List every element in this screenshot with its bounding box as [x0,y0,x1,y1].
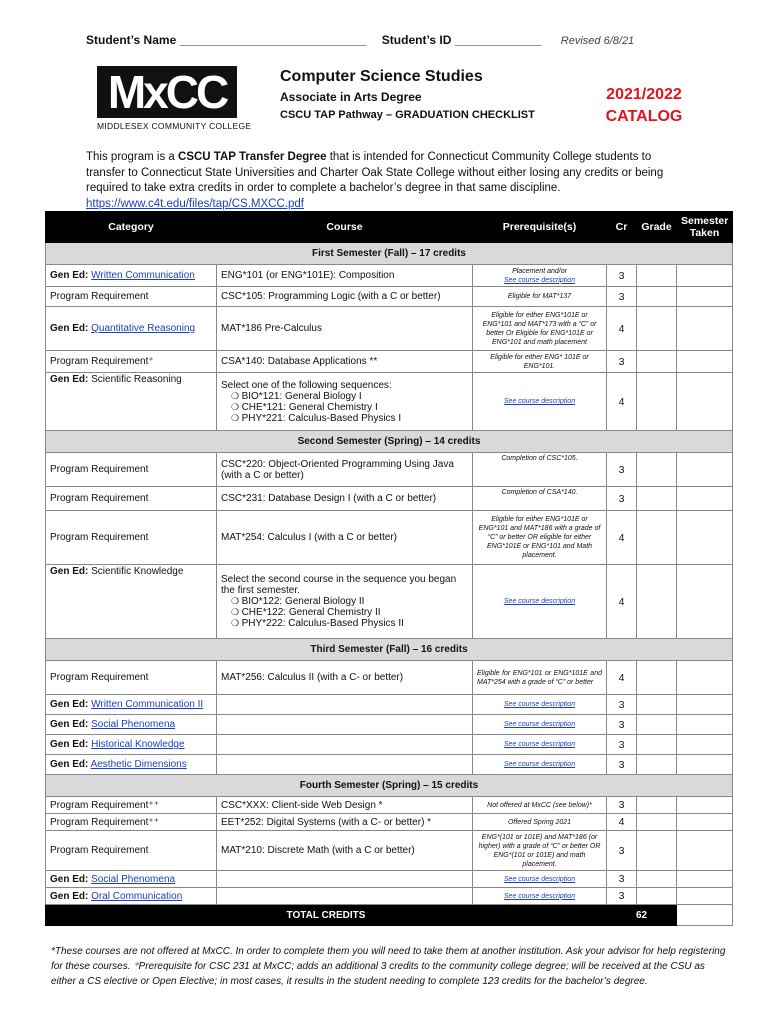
credits: 4 [607,307,637,351]
logo-college-name: MIDDLESEX COMMUNITY COLLEGE [97,121,252,131]
gen-ed-label: Gen Ed: [50,759,89,770]
semester-heading [46,243,733,265]
grade-cell[interactable] [637,287,677,307]
semester-taken-cell[interactable] [677,871,733,888]
gen-ed-label: Gen Ed: [50,739,89,750]
category: Program Requirement [46,831,217,871]
category-link[interactable]: Social Phenomena [91,719,176,730]
total-label: TOTAL CREDITS [46,905,607,926]
catalog-year-value: 2021/2022 [606,86,682,103]
semester-taken-cell[interactable] [677,511,733,565]
sem2-title: Second Semester (Spring) – 14 credits [46,431,733,453]
grade-cell[interactable] [637,453,677,487]
grade-cell[interactable] [637,487,677,511]
mxcc-logo [97,66,257,134]
sem1-title: First Semester (Fall) – 17 credits [46,243,733,265]
semester-taken-cell[interactable] [677,888,733,905]
semester-taken-cell[interactable] [677,565,733,639]
credits: 3 [607,287,637,307]
col-prereq: Prerequisite(s) [473,212,607,243]
course-description-link[interactable]: See course description [503,875,576,883]
course-option[interactable]: ❍ BIO*121: General Biology I [221,391,468,402]
grade-cell[interactable] [637,715,677,735]
table-row [46,307,733,351]
credits: 3 [607,695,637,715]
course-description-link[interactable]: See course description [503,701,576,708]
semester-taken-cell[interactable] [677,755,733,775]
course-description-link[interactable]: See course description [503,598,576,605]
credits: 4 [607,373,637,431]
pathway-title: CSCU TAP Pathway – GRADUATION CHECKLIST [280,109,535,121]
category: Scientific Reasoning [91,374,182,385]
credits: 3 [607,265,637,287]
course-name: MAT*256: Calculus II (with a C- or better) [217,661,473,695]
grade-cell[interactable] [637,888,677,905]
category: Program Requirement⁺ [46,351,217,373]
credits: 4 [607,814,637,831]
course-name: ENG*101 (or ENG*101E): Composition [217,265,473,287]
gen-ed-label: Gen Ed: [50,873,89,885]
credits: 4 [607,661,637,695]
grade-cell[interactable] [637,265,677,287]
credits: 4 [607,565,637,639]
grade-cell[interactable] [637,565,677,639]
semester-taken-cell[interactable] [677,695,733,715]
semester-taken-cell[interactable] [677,287,733,307]
program-intro [86,150,686,212]
grade-cell[interactable] [637,661,677,695]
sem4-title: Fourth Semester (Spring) – 15 credits [46,775,733,797]
semester-taken-cell[interactable] [677,814,733,831]
col-semester-taken: Semester Taken [677,212,733,243]
table-row [46,715,733,735]
category-link[interactable]: Historical Knowledge [91,739,185,750]
semester-taken-cell[interactable] [677,307,733,351]
student-info-line [86,33,646,47]
document-title-block [280,68,535,121]
prereq-text: ENG*(101 or 101E) and MAT*186 (or higher) with a grade of “C” or better OR ENG*(101 or 101E) and math placement. [473,831,607,871]
grade-cell[interactable] [637,373,677,431]
col-grade: Grade [637,212,677,243]
prereq-text: Placement and/or [512,267,567,275]
table-header [46,212,733,243]
course-name: Select the second course in the sequence you began the first semester. [221,574,457,596]
prereq-text: Not offered at MxCC (see below)* [473,797,607,814]
credits: 3 [607,487,637,511]
table-row [46,287,733,307]
prereq-text: Eligible for either ENG* 101E or ENG*101. [473,351,607,373]
course-name: CSC*231: Database Design I (with a C or better) [217,487,473,511]
credits: 4 [607,511,637,565]
grade-cell[interactable] [637,871,677,888]
intro-degree-type: CSCU TAP Transfer Degree [178,151,327,163]
table-row [46,373,733,431]
gen-ed-label: Gen Ed: [50,699,89,710]
gen-ed-label: Gen Ed: [50,719,89,730]
credits: 3 [607,871,637,888]
table-row [46,735,733,755]
semester-taken-cell[interactable] [677,735,733,755]
student-name-field[interactable]: Student’s Name ____________________________ [86,33,367,47]
table-row [46,661,733,695]
category-link[interactable]: Written Communication II [91,699,204,710]
course-name: Select one of the following sequences: [221,379,392,391]
prereq-cell [473,265,607,287]
course-option[interactable]: ❍ PHY*222: Calculus-Based Physics II [221,618,468,629]
semester-taken-cell[interactable] [677,487,733,511]
grade-cell[interactable] [637,351,677,373]
prereq-text: Offered Spring 2021 [473,814,607,831]
semester-taken-cell[interactable] [677,265,733,287]
course-option[interactable]: ❍ CHE*121: General Chemistry I [221,402,468,413]
semester-heading [46,775,733,797]
semester-taken-cell[interactable] [677,797,733,814]
gen-ed-label: Gen Ed: [50,374,89,385]
category: Scientific Knowledge [91,566,184,577]
semester-heading [46,431,733,453]
prereq-text: Eligible for either ENG*101E or ENG*101 and MAT*173 with a “C” or better Or Eligible for ENG*101E or ENG*101 and math placement [473,307,607,351]
footnote: *These courses are not offered at MxCC. In order to complete them you will need to take them at another institution. Ask your advisor for help registering for these courses. ⁺Prerequisite for CSC 231 at MxCC; adds an additional 3 credits to the community college degree; will be received at the CSU as either a CS elective or Open Elective; in most cases, it results in the student needing to complete 123 credits for the bachelor’s degree. [51,946,726,987]
course-description-link[interactable]: See course description [503,276,576,284]
course-description-link[interactable]: See course description [503,892,576,900]
table-row [46,695,733,715]
checklist-table [45,211,733,926]
course-name: CSA*140: Database Applications ** [217,351,473,373]
grade-cell[interactable] [637,695,677,715]
table-row [46,351,733,373]
credits: 3 [607,351,637,373]
prereq-text: Eligible for ENG*101 or ENG*101E and MAT*254 with a grade of “C” or better [473,661,607,695]
table-row [46,831,733,871]
student-id-field[interactable]: Student’s ID _____________ [381,33,542,47]
category-link[interactable]: Written Communication [91,270,195,281]
course-description-link[interactable]: See course description [503,721,576,728]
course-name: CSC*220: Object-Oriented Programming Using Java (with a C or better) [217,453,473,487]
grade-cell[interactable] [637,797,677,814]
course-name: MAT*254: Calculus I (with a C or better) [217,511,473,565]
prereq-text: Completion of CSC*105. [473,453,607,487]
semester-taken-cell[interactable] [677,661,733,695]
gen-ed-label: Gen Ed: [50,270,89,281]
intro-text: This program is a [86,151,179,163]
prereq-text: Eligible for either ENG*101E or ENG*101 and MAT*186 with a grade of “C” or better OR eligible for either ENG*101E or ENG*101 and Math placement. [473,511,607,565]
category-link[interactable]: Quantitative Reasoning [91,323,196,334]
grade-cell[interactable] [637,814,677,831]
credits: 3 [607,453,637,487]
table-row [46,755,733,775]
tap-pdf-link[interactable]: https://www.c4t.edu/files/tap/CS.MXCC.pdf [86,197,304,210]
category: Program Requirement [46,661,217,695]
degree-title: Associate in Arts Degree [280,90,422,104]
course-option[interactable]: ❍ PHY*221: Calculus-Based Physics I [221,413,468,424]
course-options [217,565,473,639]
table-row [46,565,733,639]
credits: 3 [607,888,637,905]
course-name: MAT*186 Pre-Calculus [217,307,473,351]
table-row [46,487,733,511]
table-row [46,511,733,565]
revised-date: Revised 6/8/21 [560,35,635,47]
table-row [46,797,733,814]
credits: 3 [607,735,637,755]
semester-taken-cell[interactable] [677,715,733,735]
course-name: EET*252: Digital Systems (with a C- or better) * [217,814,473,831]
catalog-year [594,84,694,128]
course-name: MAT*210: Discrete Math (with a C or better) [217,831,473,871]
table-row [46,888,733,905]
grade-cell[interactable] [637,735,677,755]
program-title: Computer Science Studies [280,68,483,85]
course-option[interactable]: ❍ BIO*122: General Biology II [221,596,468,607]
category: Program Requirement [46,287,217,307]
category: Program Requirement [46,453,217,487]
sem3-title: Third Semester (Fall) – 16 credits [46,639,733,661]
category-link[interactable]: Oral Communication [91,890,183,902]
credits: 3 [607,831,637,871]
course-name: CSC*XXX: Client-side Web Design * [217,797,473,814]
table-row [46,453,733,487]
semester-taken-cell[interactable] [677,351,733,373]
gen-ed-label: Gen Ed: [50,566,89,577]
category: Program Requirement [46,511,217,565]
category-link[interactable]: Aesthetic Dimensions [90,759,187,770]
total-credits: 62 [607,905,677,926]
col-category: Category [46,212,217,243]
semester-taken-cell[interactable] [677,831,733,871]
intro-text-cont: that is intended for Connecticut Community College students to transfer to Connecticut State Universities and Charter Oak State College without either losing any credits or being required to take extra credits in order to complete a bachelor’s degree in that same discipline. [86,151,664,194]
semester-taken-cell[interactable] [677,453,733,487]
course-description-link[interactable]: See course description [503,741,576,748]
category: Program Requirement⁺⁺ [46,797,217,814]
total-row [46,905,733,926]
table-row [46,814,733,831]
grade-cell[interactable] [637,831,677,871]
category: Program Requirement [46,487,217,511]
course-description-link[interactable]: See course description [503,398,576,405]
credits: 3 [607,715,637,735]
credits: 3 [607,797,637,814]
course-description-link[interactable]: See course description [503,761,576,768]
table-row [46,265,733,287]
course-options [217,373,473,431]
course-name: CSC*105: Programming Logic (with a C or better) [217,287,473,307]
gen-ed-label: Gen Ed: [50,323,89,334]
catalog-label: CATALOG [605,108,683,125]
category-link[interactable]: Social Phenomena [91,873,176,885]
credits: 3 [607,755,637,775]
course-option[interactable]: ❍ CHE*122: General Chemistry II [221,607,468,618]
gen-ed-label: Gen Ed: [50,890,89,902]
prereq-text: Completion of CSA*140. [473,487,607,511]
logo-mark: MxCC [97,66,237,118]
grade-cell[interactable] [637,307,677,351]
prereq-text: Eligible for MAT*137 [473,287,607,307]
col-cr: Cr [607,212,637,243]
grade-cell[interactable] [637,511,677,565]
grade-cell[interactable] [637,755,677,775]
table-row [46,871,733,888]
category: Program Requirement⁺⁺ [46,814,217,831]
semester-taken-cell[interactable] [677,373,733,431]
col-course: Course [217,212,473,243]
semester-heading [46,639,733,661]
